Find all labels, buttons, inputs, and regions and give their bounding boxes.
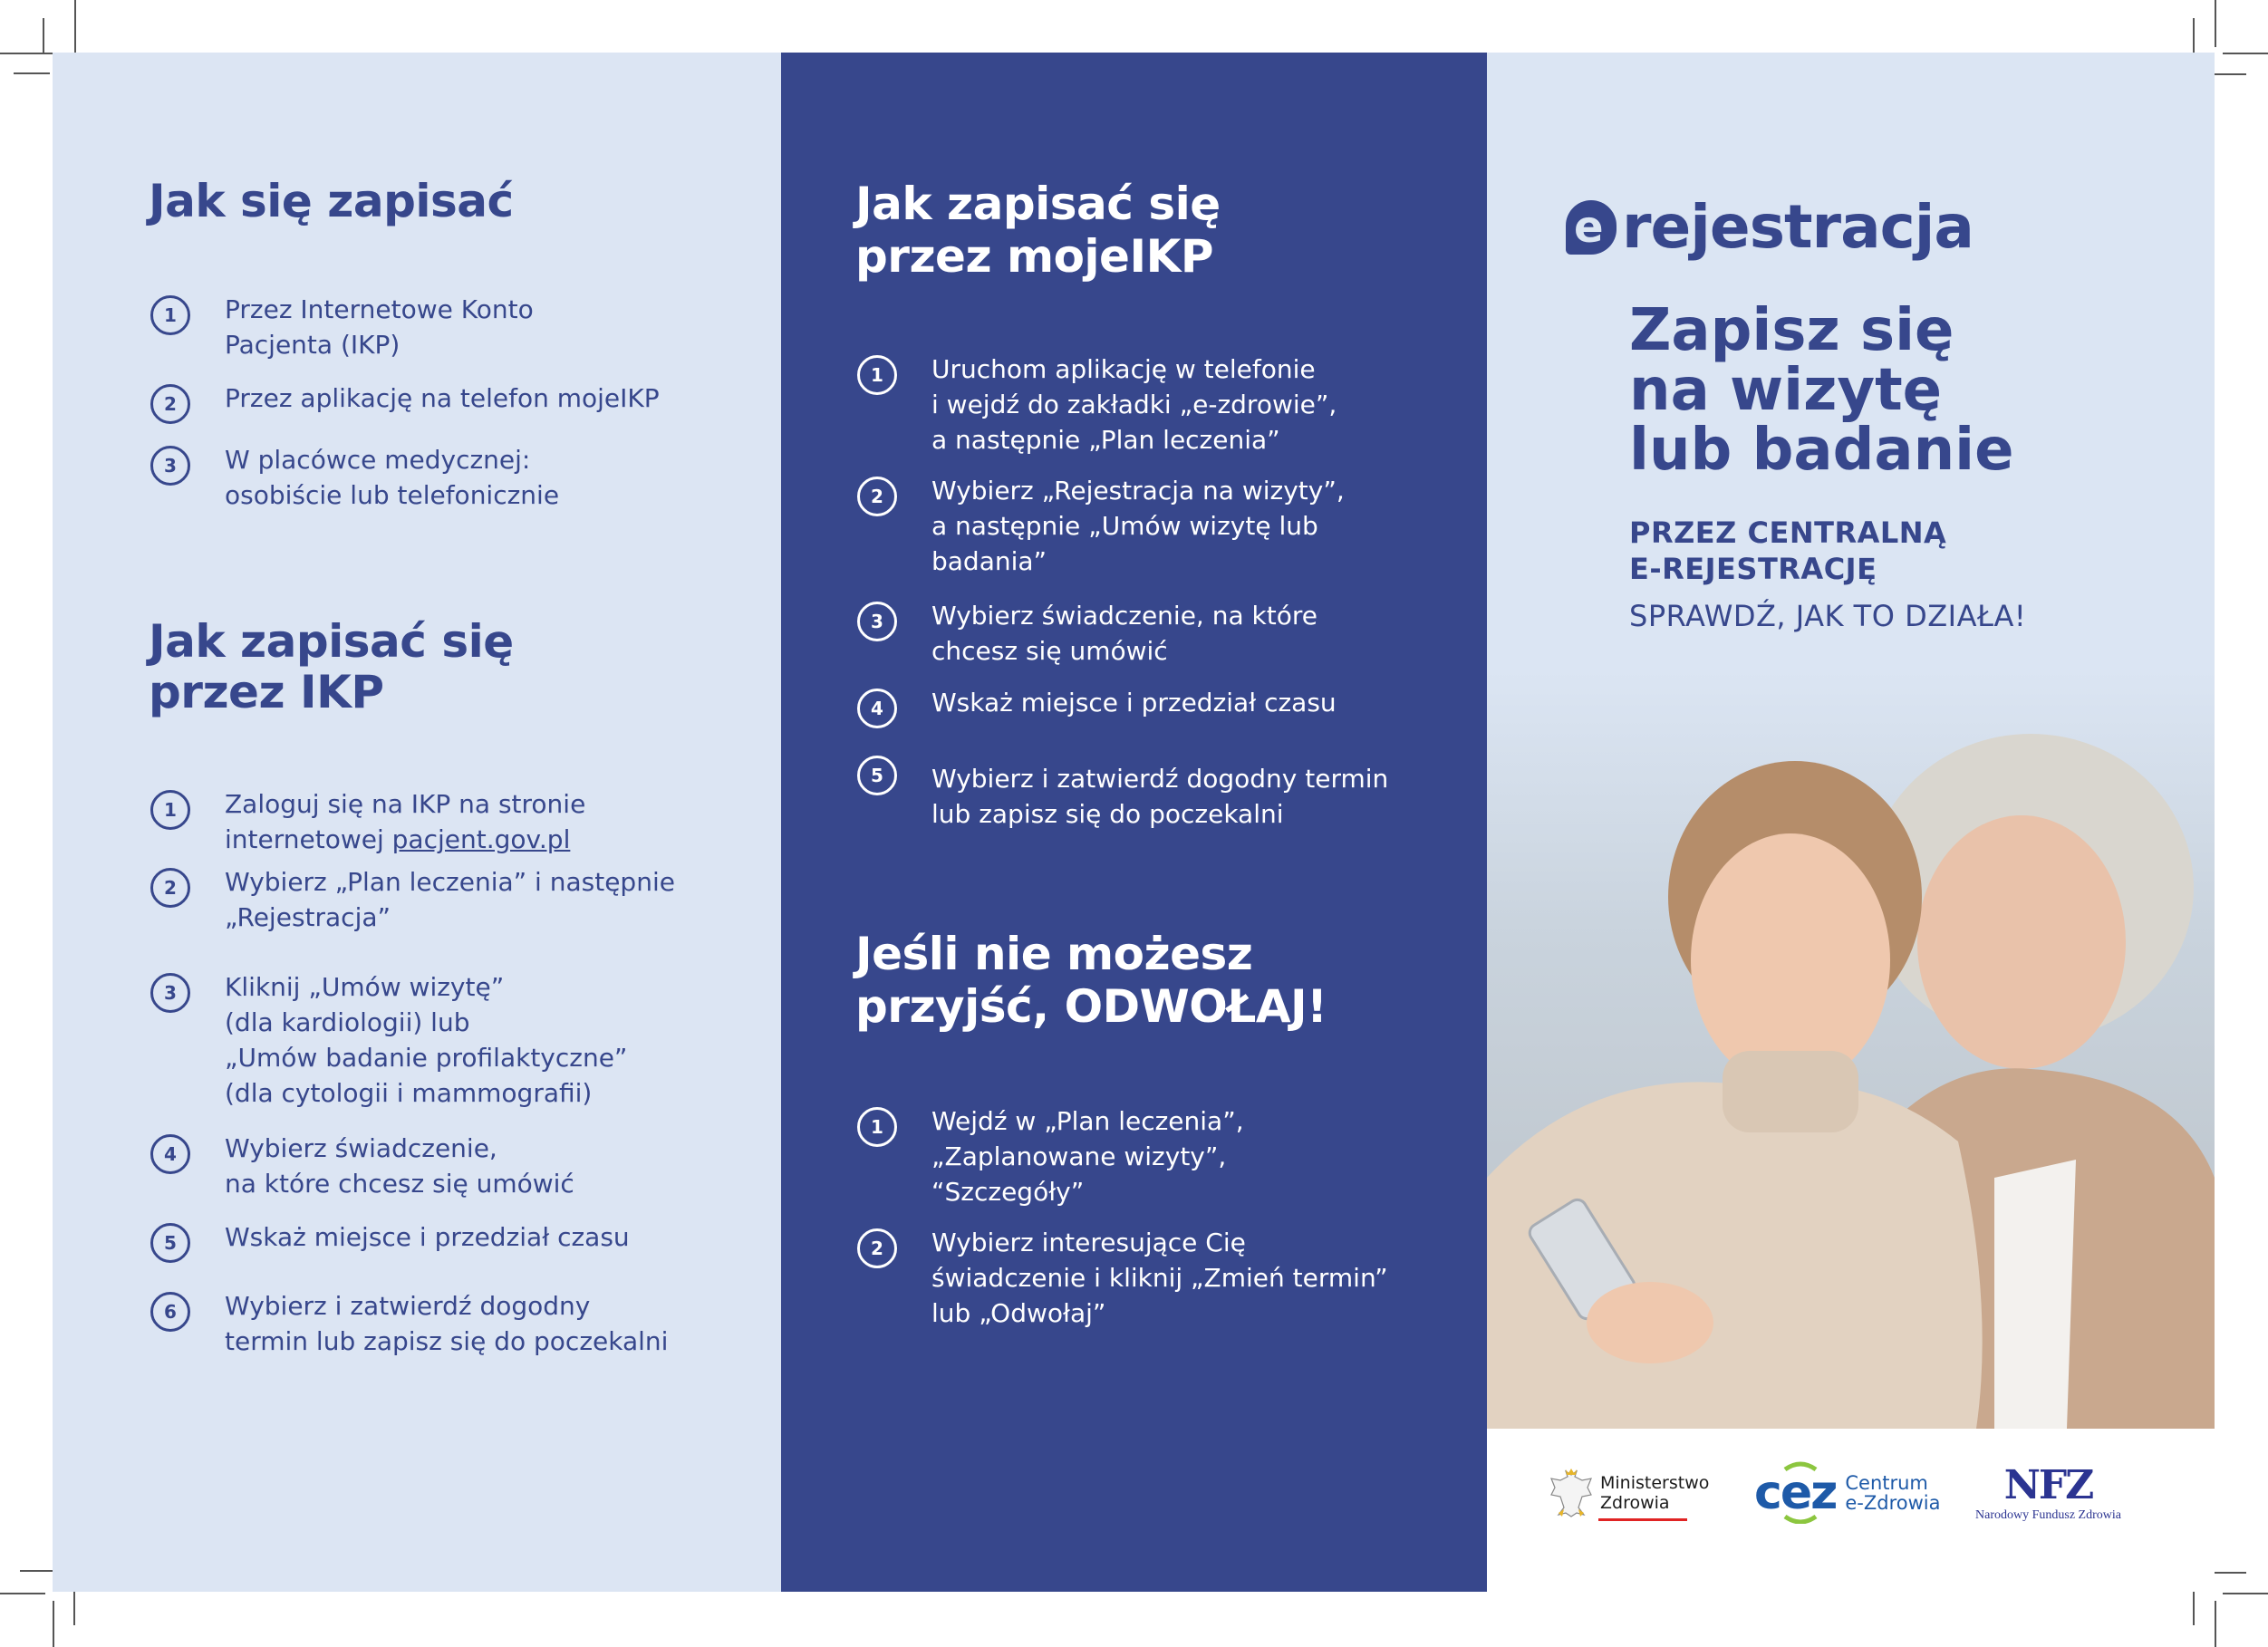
section-heading-how-to-register: Jak się zapisać bbox=[149, 175, 514, 227]
step-number-badge: 2 bbox=[857, 477, 897, 516]
step-number-badge: 6 bbox=[150, 1292, 190, 1332]
step-number-badge: 3 bbox=[150, 446, 190, 486]
hands bbox=[1587, 1282, 1713, 1363]
pacjent-gov-link[interactable]: pacjent.gov.pl bbox=[391, 824, 571, 854]
crop-mark bbox=[0, 1593, 45, 1594]
cez-name: Centrum e-Zdrowia bbox=[1845, 1472, 1941, 1514]
step-number-badge: 5 bbox=[857, 756, 897, 795]
cez-arcs-icon bbox=[1778, 1460, 1823, 1524]
cez-logo bbox=[1754, 1466, 1940, 1520]
older-woman-face bbox=[1917, 815, 2126, 1069]
photo-two-women-smartphone-icon bbox=[1487, 670, 2215, 1429]
step-number-badge: 1 bbox=[150, 790, 190, 830]
ministry-of-health-logo bbox=[1548, 1468, 1709, 1518]
step-text: W placówce medycznej: osobiście lub telefonicznie bbox=[225, 445, 560, 510]
step-text: Wybierz i zatwierdź dogodny termin lub zapisz się do poczekalni bbox=[225, 1291, 669, 1356]
step-number-badge: 3 bbox=[150, 973, 190, 1013]
list-item bbox=[857, 1107, 1244, 1209]
step-number-badge: 5 bbox=[150, 1223, 190, 1263]
step-number-badge: 3 bbox=[857, 602, 897, 641]
step-text: Wskaż miejsce i przedział czasu bbox=[931, 688, 1337, 718]
list-item bbox=[150, 1292, 668, 1359]
step-text: Wybierz „Plan leczenia” i następnie „Rejestracja” bbox=[225, 867, 675, 932]
step-number-badge: 4 bbox=[857, 689, 897, 728]
crop-mark bbox=[2223, 1593, 2268, 1594]
list-item bbox=[150, 868, 675, 935]
list-item bbox=[150, 1223, 630, 1263]
list-item bbox=[857, 689, 1337, 728]
list-item bbox=[857, 756, 1388, 832]
step-number-badge: 1 bbox=[857, 355, 897, 395]
step-text: Wybierz i zatwierdź dogodny termin lub zapisz się do poczekalni bbox=[931, 764, 1389, 829]
crop-mark bbox=[43, 18, 44, 54]
younger-woman-face bbox=[1691, 833, 1890, 1087]
list-item bbox=[150, 790, 585, 857]
step-text: Wybierz interesujące Cię świadczenie i kliknij „Zmień termin” lub „Odwołaj” bbox=[931, 1228, 1388, 1328]
ministry-red-line bbox=[1598, 1518, 1687, 1521]
crop-mark bbox=[2193, 1587, 2195, 1625]
step-number-badge: 2 bbox=[150, 384, 190, 424]
tagline: SPRAWDŹ, JAK TO DZIAŁA! bbox=[1629, 599, 2027, 633]
crop-mark bbox=[2215, 0, 2216, 47]
section-heading-register-via-ikp: Jak zapisać się przez IKP bbox=[149, 615, 514, 718]
page-title: Zapisz się na wizytę lub badanie bbox=[1629, 297, 2014, 484]
list-item bbox=[150, 1134, 574, 1201]
crop-mark bbox=[14, 72, 50, 74]
step-number-badge: 1 bbox=[857, 1107, 897, 1147]
crop-mark bbox=[74, 0, 76, 54]
step-number-badge: 4 bbox=[150, 1134, 190, 1174]
step-text: Wskaż miejsce i przedział czasu bbox=[225, 1222, 630, 1252]
step-text: Wejdź w „Plan leczenia”, „Zaplanowane wizyty”, “Szczegóły” bbox=[931, 1106, 1244, 1207]
section-heading-cancel-visit: Jeśli nie możesz przyjść, ODWOŁAJ! bbox=[855, 928, 1327, 1033]
step-text: Przez aplikację na telefon mojeIKP bbox=[225, 383, 660, 413]
crop-mark bbox=[53, 1601, 54, 1647]
step-text: Wybierz świadczenie, na które chcesz się umówić bbox=[931, 601, 1317, 666]
step-text: Wybierz „Rejestracja na wizyty”, a następnie „Umów wizytę lub badania” bbox=[931, 476, 1345, 576]
brand-name: rejestracja bbox=[1622, 192, 1974, 262]
list-item bbox=[150, 295, 534, 362]
sweater-neck bbox=[1723, 1051, 1858, 1132]
ministry-name: Ministerstwo Zdrowia bbox=[1600, 1473, 1710, 1513]
step-number-badge: 1 bbox=[150, 295, 190, 335]
step-text: Wybierz świadczenie, na które chcesz się umówić bbox=[225, 1133, 574, 1199]
crop-mark bbox=[0, 53, 53, 54]
nfz-name: Narodowy Fundusz Zdrowia bbox=[1975, 1508, 2121, 1522]
step-number-badge: 2 bbox=[150, 868, 190, 908]
list-item bbox=[150, 384, 660, 424]
crop-mark bbox=[2223, 53, 2268, 54]
step-text bbox=[225, 786, 585, 857]
older-woman-shirt bbox=[1994, 1160, 2076, 1429]
crop-mark bbox=[73, 1587, 75, 1625]
nfz-mark: NFZ bbox=[2003, 1462, 2093, 1508]
list-item bbox=[150, 446, 559, 513]
step-text: Kliknij „Umów wizytę” (dla kardiologii) lub „Umów badanie profilaktyczne” (dla cytologii i mammografii) bbox=[225, 972, 628, 1108]
list-item bbox=[857, 1228, 1388, 1331]
step-text: Uruchom aplikację w telefonie i wejdź do zakładki „e-zdrowie”, a następnie „Plan leczenia” bbox=[931, 354, 1337, 455]
erejestracja-logo bbox=[1566, 192, 1974, 262]
step-text-before-link: Zaloguj się na IKP na stronie internetowej bbox=[225, 789, 586, 854]
nfz-logo bbox=[1975, 1462, 2121, 1523]
list-item bbox=[857, 355, 1337, 458]
list-item bbox=[857, 477, 1345, 579]
step-number-badge: 2 bbox=[857, 1228, 897, 1268]
list-item bbox=[857, 602, 1317, 669]
polish-eagle-emblem-icon bbox=[1548, 1468, 1595, 1518]
e-bubble-icon: e bbox=[1566, 200, 1617, 255]
crop-mark bbox=[2215, 1601, 2216, 1647]
list-item bbox=[150, 973, 627, 1111]
cez-mark: cez bbox=[1754, 1466, 1836, 1520]
step-text: Przez Internetowe Konto Pacjenta (IKP) bbox=[225, 294, 534, 360]
subtitle: PRZEZ CENTRALNĄ E-REJESTRACJĘ bbox=[1629, 515, 1947, 586]
section-heading-register-via-mojeikp: Jak zapisać się przez mojeIKP bbox=[855, 178, 1221, 283]
